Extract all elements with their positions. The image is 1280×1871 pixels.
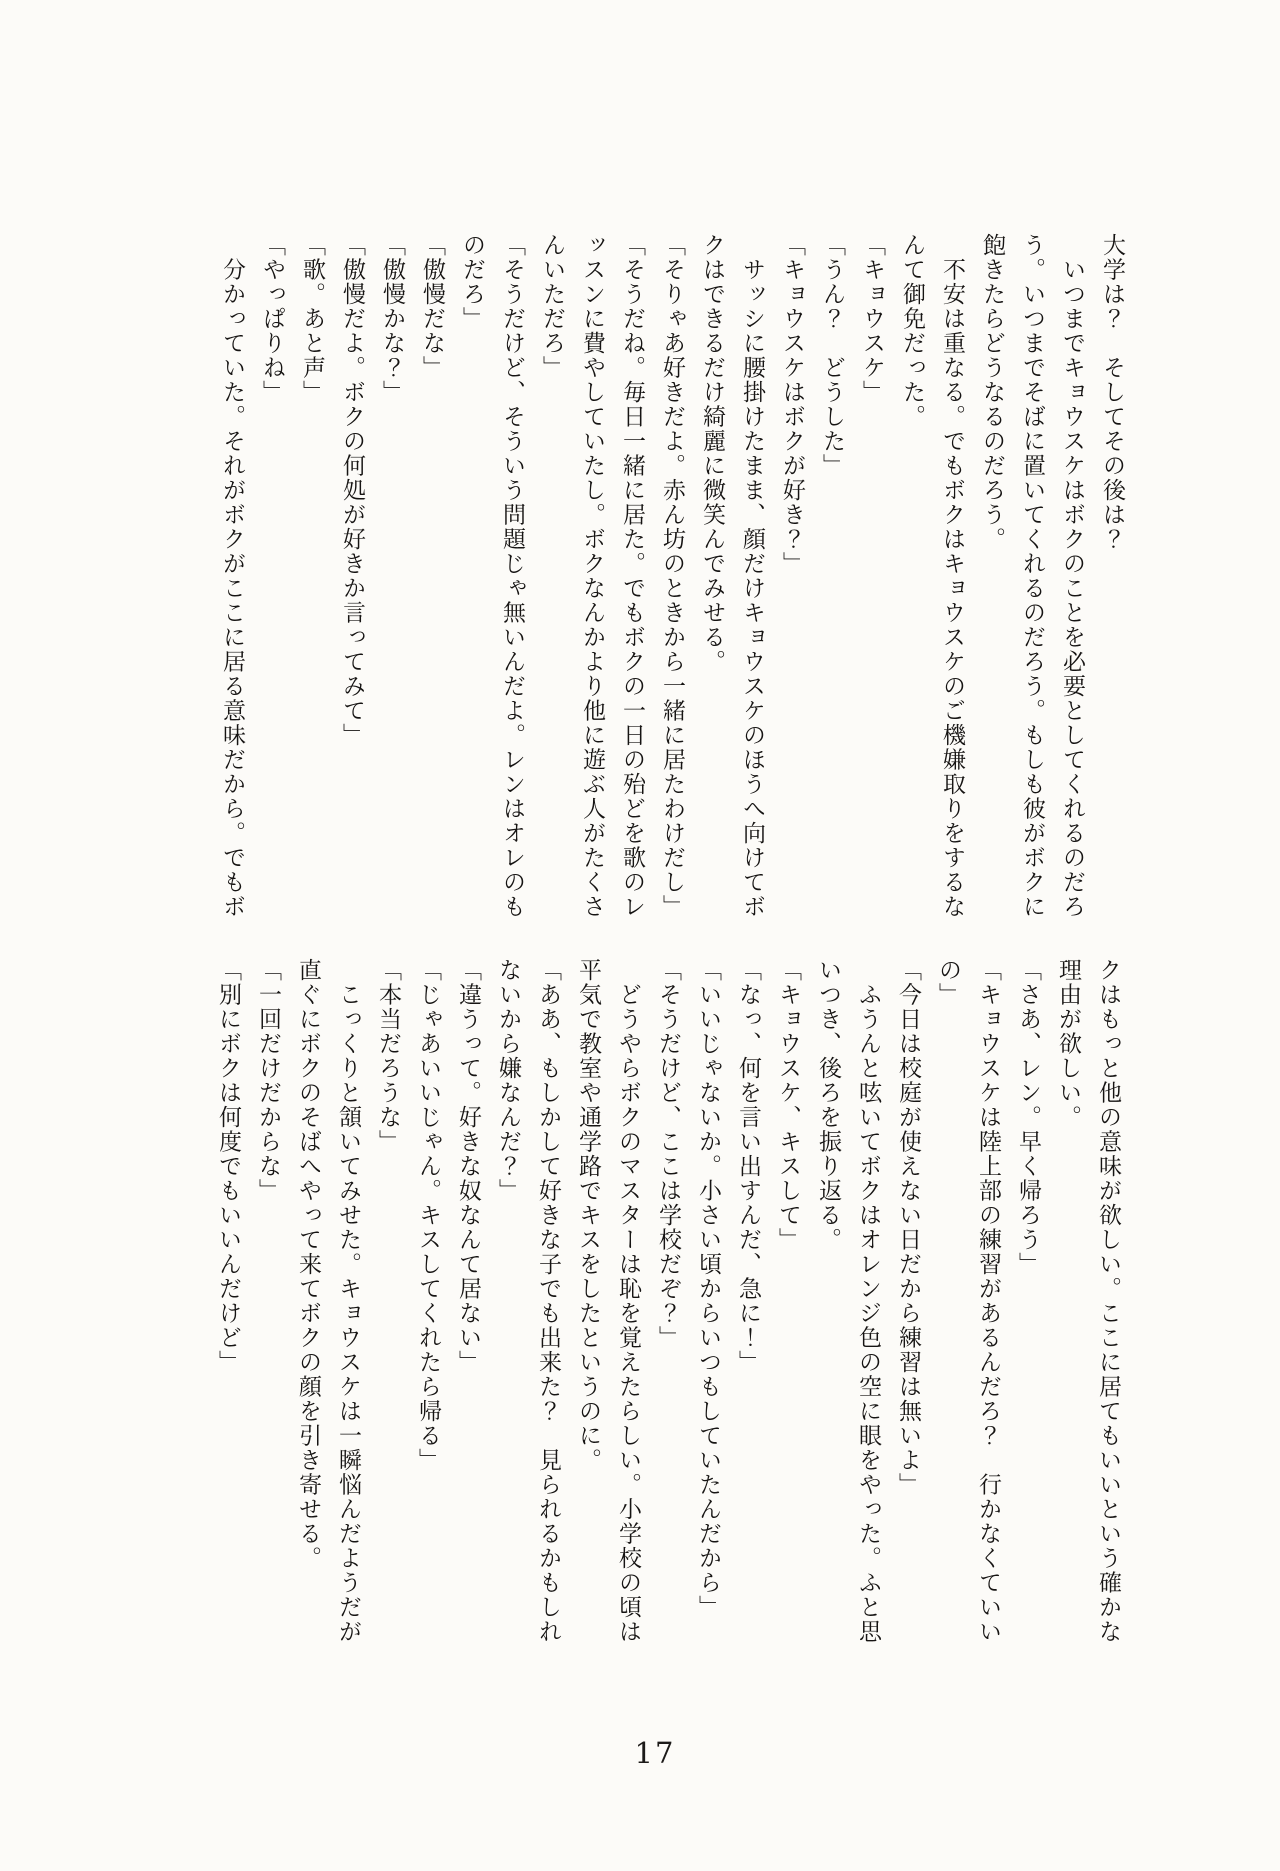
text-column: 「キョウスケはボクが好き？」 (779, 233, 805, 576)
text-column: クはできるだけ綺麗に微笑んでみせる。 (699, 233, 725, 674)
text-column: 「傲慢かな？」 (379, 233, 405, 405)
text-column: どうやらボクのマスターは恥を覚えたらしい。小学校の頃は (615, 958, 641, 1644)
text-column: 「そうだけど、ここは学校だぞ？」 (655, 958, 681, 1350)
text-column: 「うん？ どうした」 (819, 233, 845, 478)
text-column: 「そうだけど、そういう問題じゃ無いんだよ。レンはオレのも (499, 233, 525, 919)
text-column: 「さあ、レン。早く帰ろう」 (1015, 958, 1041, 1277)
text-column: 大学は？ そしてその後は？ (1099, 233, 1125, 552)
text-column: のだろ」 (459, 233, 485, 331)
top-text-band (212, 233, 1132, 927)
text-column: んいただろ」 (539, 233, 565, 380)
text-column: 「そうだね。毎日一緒に居た。でもボクの一日の殆どを歌のレ (619, 233, 645, 919)
text-column: ないから嫌なんだ？」 (495, 958, 521, 1203)
text-column: 「歌。あと声」 (299, 233, 325, 405)
text-column: 不安は重なる。でもボクはキョウスケのご機嫌取りをするな (939, 233, 965, 919)
text-column: 「そりゃあ好きだよ。赤ん坊のときから一緒に居たわけだし」 (659, 233, 685, 919)
text-column: 理由が欲しい。 (1055, 958, 1081, 1130)
text-column: の」 (935, 958, 961, 1007)
text-column: サッシに腰掛けたまま、顔だけキョウスケのほうへ向けてボ (739, 233, 765, 919)
text-column: 「ああ、もしかして好きな子でも出来た？ 見られるかもしれ (535, 958, 561, 1644)
text-column: 「キョウスケ、キスして」 (775, 958, 801, 1252)
text-column: 「今日は校庭が使えない日だから練習は無いよ」 (895, 958, 921, 1497)
text-column: ッスンに費やしていたし。ボクなんかより他に遊ぶ人がたくさ (579, 233, 605, 919)
text-column: 「本当だろうな」 (375, 958, 401, 1154)
page-number: 17 (634, 1736, 676, 1770)
text-column: 「傲慢だよ。ボクの何処が好きか言ってみて」 (339, 233, 365, 748)
text-column: 平気で教室や通学路でキスをしたというのに。 (575, 958, 601, 1473)
text-column: 分かっていた。それがボクがここに居る意味だから。でもボ (219, 233, 245, 919)
text-column: う。いつまでそばに置いてくれるのだろう。もしも彼がボクに (1019, 233, 1045, 919)
text-column: こっくりと頷いてみせた。キョウスケは一瞬悩んだようだが (335, 958, 361, 1644)
text-column: 「キョウスケ」 (859, 233, 885, 405)
text-column: 「キョウスケは陸上部の練習があるんだろ？ 行かなくていい (975, 958, 1001, 1644)
bottom-text-band (208, 958, 1128, 1652)
text-column: 「いいじゃないか。小さい頃からいつもしていたんだから」 (695, 958, 721, 1620)
text-column: んて御免だった。 (899, 233, 925, 429)
text-column: 「やっぱりね」 (259, 233, 285, 405)
text-column: 「なっ、何を言い出すんだ、急に！」 (735, 958, 761, 1375)
text-column: 直ぐにボクのそばへやって来てボクの顔を引き寄せる。 (295, 958, 321, 1571)
text-column: 「一回だけだからな」 (255, 958, 281, 1203)
text-column: 「じゃあいいじゃん。キスしてくれたら帰る」 (415, 958, 441, 1473)
text-column: 「違うって。好きな奴なんて居ない」 (455, 958, 481, 1375)
text-column: 「傲慢だな」 (419, 233, 445, 380)
text-column: ふうんと呟いてボクはオレンジ色の空に眼をやった。ふと思 (855, 958, 881, 1644)
text-column: 「別にボクは何度でもいいんだけど」 (215, 958, 241, 1375)
text-column: クはもっと他の意味が欲しい。ここに居てもいいという確かな (1095, 958, 1121, 1644)
text-column: いつまでキョウスケはボクのことを必要としてくれるのだろ (1059, 233, 1085, 919)
text-column: いつき、後ろを振り返る。 (815, 958, 841, 1252)
text-column: 飽きたらどうなるのだろう。 (979, 233, 1005, 552)
